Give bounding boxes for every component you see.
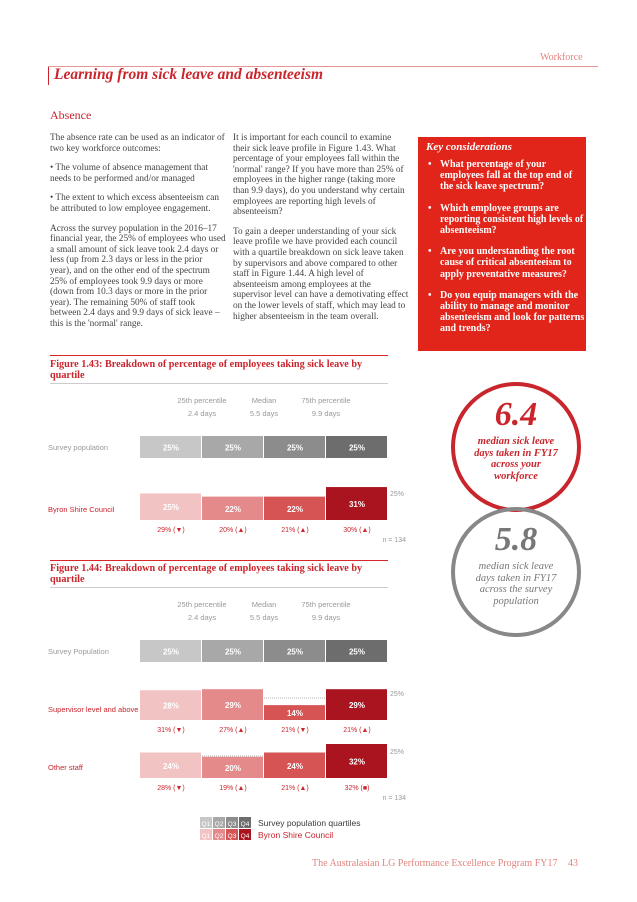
- reference-label: 25%: [390, 749, 405, 756]
- bar-label: 20%: [224, 763, 242, 773]
- sample-size: n = 134: [382, 795, 406, 802]
- change-label: 27% (▲): [219, 727, 247, 734]
- bullet-paragraph: • The volume of absence management that needs to be performed and/or managed: [50, 163, 208, 184]
- figure-1-43-chart: [40, 388, 406, 548]
- stat-description: median sick leave days taken in FY17 across the survey population: [475, 561, 557, 607]
- page-title: Learning from sick leave and absenteeism: [54, 66, 324, 83]
- change-label: 28% (▼): [157, 785, 185, 792]
- row-label: Other staff: [48, 763, 83, 772]
- marker-value: 5.5 days: [249, 613, 279, 622]
- row-label: Supervisor level and above: [48, 705, 139, 714]
- bar-label: 25%: [162, 503, 180, 513]
- paragraph: To gain a deeper understanding of your sick leave profile we have provided each council with a quartile breakdown on sick leave taken by supervisors and above compared to other staff in Figure 1.44. A high level of absenteeism among employees at the supervisor level can have a demotivating effect on the lower levels of staff, which may lead to higher absenteeism in the team overall.: [233, 226, 409, 322]
- footer-program: The Australasian LG Performance Excellence Program FY17: [312, 858, 558, 869]
- change-label: 32% (■): [344, 785, 370, 792]
- figure-1-44-chart: [40, 592, 406, 812]
- figure-title: Figure 1.44: Breakdown of percentage of employees taking sick leave by quartile: [50, 563, 363, 585]
- bar-label: 29%: [348, 701, 366, 711]
- bar-label: 24%: [162, 761, 180, 771]
- legend-survey-label: Survey population quartiles: [258, 818, 361, 828]
- marker-value: 2.4 days: [187, 613, 217, 622]
- bullet-paragraph: • The extent to which excess absenteeism can be attributed to low employee engagement.: [50, 193, 220, 214]
- stat-value: 5.8: [494, 521, 538, 558]
- marker-label: 75th percentile: [301, 396, 351, 405]
- bar-label: 25%: [162, 647, 180, 657]
- change-label: 19% (▲): [219, 785, 247, 792]
- bar-label: 14%: [286, 709, 304, 719]
- bar-label: 25%: [162, 443, 180, 453]
- marker-value: 9.9 days: [311, 409, 341, 418]
- bar-label: 28%: [162, 701, 180, 711]
- bar-label: 22%: [224, 504, 242, 514]
- legend-swatch-label: Q4: [240, 833, 250, 840]
- stat-value: 6.4: [494, 396, 538, 433]
- footer-text: [312, 858, 578, 869]
- marker-label: Median: [251, 600, 277, 609]
- body-column-1: [50, 133, 226, 339]
- bar-label: 25%: [224, 647, 242, 657]
- change-label: 30% (▲): [343, 527, 371, 534]
- legend-swatch-label: Q3: [227, 821, 237, 828]
- paragraph: Across the survey population in the 2016–17 financial year, the 25% of employees who used a small amount of sick leave took 2.4 days or less (up from 2.3 days or less in the prior year), and on the other end of the spectrum 25% of employees took 9.9 days or more (down from 10.3 days or more in the prior year). The remaining 50% of staff took between 2.4 days and 9.9 days of sick leave – this is the 'normal' range.: [50, 223, 226, 329]
- stat-circle-survey: [451, 507, 581, 637]
- list-item: • Which employee groups are reporting consistent high levels of absenteeism?: [428, 203, 586, 237]
- key-considerations-box: [418, 137, 586, 351]
- legend-swatch-label: Q1: [201, 833, 211, 840]
- figure-title: Figure 1.43: Breakdown of percentage of employees taking sick leave by quartile: [50, 359, 363, 381]
- stat-circle-council: [451, 382, 581, 512]
- section-subtitle: Absence: [50, 108, 92, 122]
- change-label: 21% (▲): [281, 527, 309, 534]
- sample-size: n = 134: [382, 537, 406, 544]
- bar-label: 25%: [224, 443, 242, 453]
- bar-label: 32%: [348, 757, 366, 767]
- legend-swatch-label: Q3: [227, 833, 237, 840]
- legend-swatch-label: Q2: [214, 821, 224, 828]
- figure-rule: [50, 355, 388, 356]
- bar-label: 25%: [286, 647, 304, 657]
- figure-rule: [50, 587, 388, 588]
- legend-council-label: Byron Shire Council: [258, 830, 334, 840]
- legend-swatch-label: Q1: [201, 821, 211, 828]
- marker-value: 2.4 days: [187, 409, 217, 418]
- page-number: 43: [567, 858, 578, 869]
- figure-rule: [50, 383, 388, 384]
- key-considerations-list: [418, 159, 586, 335]
- stat-description: median sick leave days taken in FY17 across your workforce: [474, 436, 558, 482]
- bar-label: 29%: [224, 701, 242, 711]
- section-label: Workforce: [540, 52, 583, 63]
- marker-label: 25th percentile: [177, 600, 227, 609]
- change-label: 21% (▼): [281, 727, 309, 734]
- reference-label: 25%: [390, 491, 405, 498]
- bar-label: 22%: [286, 504, 304, 514]
- bar-label: 25%: [348, 647, 366, 657]
- key-considerations-title: Key considerations: [426, 141, 512, 153]
- bar-label: 24%: [286, 761, 304, 771]
- marker-value: 5.5 days: [249, 409, 279, 418]
- change-label: 31% (▼): [157, 727, 185, 734]
- bar-label: 31%: [348, 500, 366, 510]
- legend-swatch-label: Q2: [214, 833, 224, 840]
- reference-label: 25%: [390, 691, 405, 698]
- list-item: • Do you equip managers with the ability to manage and monitor absenteeism and look for patterns and trends?: [428, 290, 586, 335]
- title-accent: [48, 67, 49, 85]
- paragraph: It is important for each council to examine their sick leave profile in Figure 1.43. What percentage of your employees fall within the 'normal' range? If you have more than 25% of employees in the higher range (taking more than 9.9 days), do you understand why certain employees are reporting high levels of absenteeism?: [233, 133, 405, 218]
- marker-value: 9.9 days: [311, 613, 341, 622]
- list-item: • Are you understanding the root cause of critical absenteeism to apply preventative measures?: [428, 246, 586, 280]
- marker-label: Median: [251, 396, 277, 405]
- change-label: 21% (▲): [281, 785, 309, 792]
- change-label: 20% (▲): [219, 527, 247, 534]
- figure-rule: [50, 560, 388, 561]
- row-label: Survey Population: [48, 647, 109, 656]
- list-item: • What percentage of your employees fall at the top end of the sick leave spectrum?: [428, 159, 586, 193]
- bar-label: 25%: [286, 443, 304, 453]
- marker-label: 75th percentile: [301, 600, 351, 609]
- body-column-2: [233, 133, 409, 331]
- bar-label: 25%: [348, 443, 366, 453]
- marker-label: 25th percentile: [177, 396, 227, 405]
- row-label: Survey population: [48, 443, 109, 452]
- legend-swatch-label: Q4: [240, 821, 250, 828]
- row-label: Byron Shire Council: [48, 505, 115, 514]
- change-label: 21% (▲): [343, 727, 371, 734]
- paragraph: The absence rate can be used as an indicator of two key workforce outcomes:: [50, 133, 225, 154]
- change-label: 29% (▼): [157, 527, 185, 534]
